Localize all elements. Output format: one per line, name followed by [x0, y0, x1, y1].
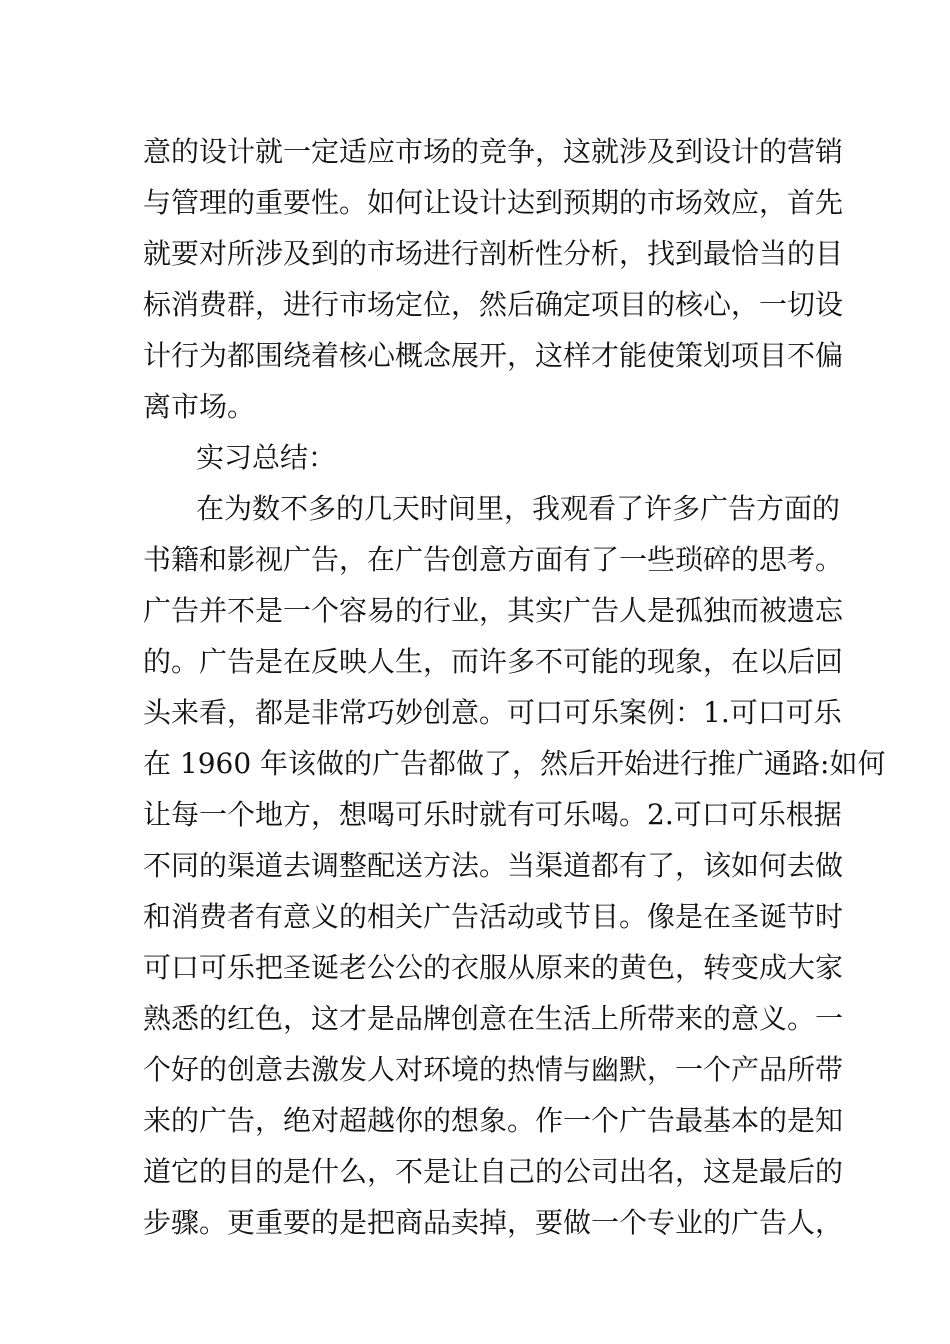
text-line: 和消费者有意义的相关广告活动或节目。像是在圣诞节时 — [143, 900, 844, 933]
text-line: 计行为都围绕着核心概念展开，这样才能使策划项目不偏 — [143, 339, 844, 372]
text-line: 让每一个地方，想喝可乐时就有可乐喝。2.可口可乐根据 — [143, 798, 842, 831]
document-body — [143, 126, 886, 1248]
text-line: 的。广告是在反映人生，而许多不可能的现象，在以后回 — [143, 645, 844, 678]
text-line: 来的广告，绝对超越你的想象。作一个广告最基本的是知 — [143, 1104, 844, 1137]
text-line: 头来看，都是非常巧妙创意。可口可乐案例：1.可口可乐 — [143, 696, 842, 729]
text-line: 书籍和影视广告，在广告创意方面有了一些琐碎的思考。 — [143, 543, 844, 576]
text-line: 广告并不是一个容易的行业，其实广告人是孤独而被遗忘 — [143, 594, 844, 627]
text-line: 意的设计就一定适应市场的竞争，这就涉及到设计的营销 — [143, 135, 844, 168]
text-line: 熟悉的红色，这才是品牌创意在生活上所带来的意义。一 — [143, 1002, 844, 1035]
section-heading: 实习总结： — [196, 441, 337, 474]
text-line: 与管理的重要性。如何让设计达到预期的市场效应，首先 — [143, 186, 844, 219]
paragraph-summary — [143, 483, 886, 1248]
text-line: 在为数不多的几天时间里，我观看了许多广告方面的 — [196, 492, 841, 525]
text-line: 个好的创意去激发人对环境的热情与幽默，一个产品所带 — [143, 1053, 844, 1086]
text-line: 道它的目的是什么，不是让自己的公司出名，这是最后的 — [143, 1155, 844, 1188]
text-line: 标消费群，进行市场定位，然后确定项目的核心，一切设 — [143, 288, 844, 321]
text-line: 步骤。更重要的是把商品卖掉，要做一个专业的广告人， — [143, 1206, 844, 1239]
paragraph-intro — [143, 126, 844, 432]
text-line: 就要对所涉及到的市场进行剖析性分析，找到最恰当的目 — [143, 237, 844, 270]
text-line: 离市场。 — [143, 390, 256, 423]
text-line: 不同的渠道去调整配送方法。当渠道都有了，该如何去做 — [143, 849, 844, 882]
text-line: 可口可乐把圣诞老公公的衣服从原来的黄色，转变成大家 — [143, 951, 844, 984]
text-line: 在 1960 年该做的广告都做了，然后开始进行推广通路:如何 — [143, 747, 886, 780]
